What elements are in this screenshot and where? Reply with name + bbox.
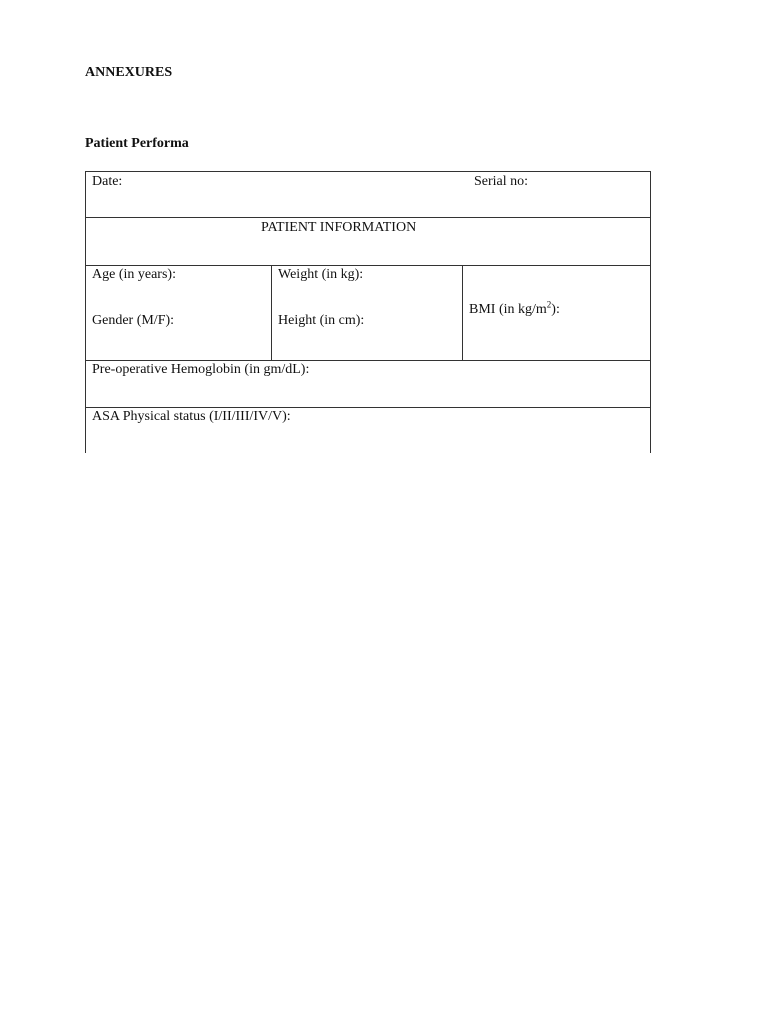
weight-label: Weight (in kg): xyxy=(278,267,364,282)
gender-label: Gender (M/F): xyxy=(92,313,175,328)
bmi-label-suffix: ): xyxy=(551,302,560,317)
height-label: Height (in cm): xyxy=(278,313,365,328)
table-border-top xyxy=(85,171,651,172)
bmi-label-superscript: 2 xyxy=(546,299,552,310)
row-divider xyxy=(85,407,651,408)
form-title: Patient Performa xyxy=(85,136,189,151)
asa-status-label: ASA Physical status (I/II/III/IV/V): xyxy=(92,409,291,424)
bmi-label xyxy=(469,299,560,318)
section-title: ANNEXURES xyxy=(85,65,173,80)
column-divider xyxy=(462,265,463,361)
section-header: PATIENT INFORMATION xyxy=(261,220,417,235)
hemoglobin-label: Pre-operative Hemoglobin (in gm/dL): xyxy=(92,362,310,377)
column-divider xyxy=(271,265,272,361)
bmi-label-text: BMI (in kg/m xyxy=(469,302,547,317)
row-divider xyxy=(85,360,651,361)
table-border-left xyxy=(85,171,86,453)
serial-number-label: Serial no: xyxy=(474,174,529,189)
age-label: Age (in years): xyxy=(92,267,176,282)
table-border-right xyxy=(650,171,651,453)
patient-form-table xyxy=(85,171,651,453)
date-label: Date: xyxy=(92,174,123,189)
row-divider xyxy=(85,265,651,266)
row-divider xyxy=(85,217,651,218)
